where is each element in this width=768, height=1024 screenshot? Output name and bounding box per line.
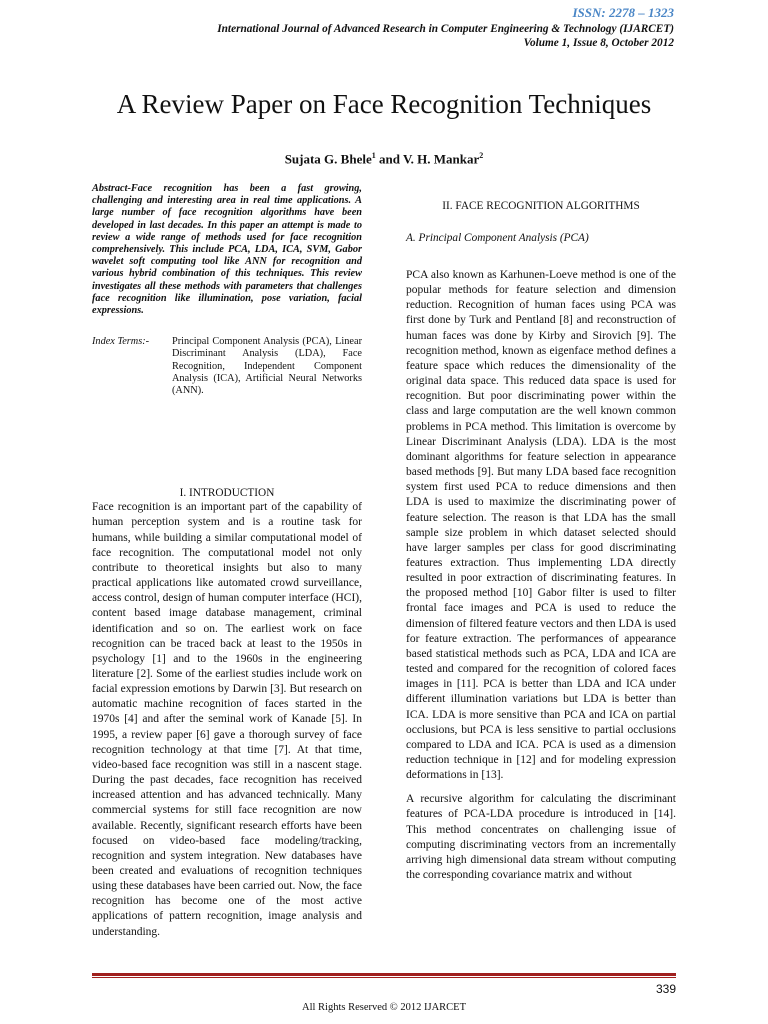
- index-terms-text: Principal Component Analysis (PCA), Linear Discriminant Analysis (LDA), Face Recognition, Independent Component Analysis (ICA), Artificial Neural Networks (ANN).: [172, 336, 362, 397]
- issn-label: ISSN: 2278 – 1323: [572, 5, 674, 20]
- author-1-affiliation: 1: [371, 151, 376, 160]
- paper-authors: [0, 151, 768, 167]
- paper-title: A Review Paper on Face Recognition Techniques: [116, 89, 652, 119]
- journal-name: International Journal of Advanced Research in Computer Engineering & Technology (IJARCET): [217, 23, 674, 35]
- introduction-body: Face recognition is an important part of the capability of human perception system and is a routine task for humans, while building a similar computational model of face recognition. The computational model not only contribute to theoretical insights but also to many practical applications like automated crowd surveillance, access control, design of human computer interface (HCI), content based image database management, criminal identification and so on. The earliest work on face recognition can be traced back at least to the 1950s in psychology [1] and to the 1960s in the engineering literature [2]. Some of the earliest studies include work on facial expression emotions by Darwin [3]. But research on automatic machine recognition of faces started in the 1970s [4] and after the seminal work of Kanade [5]. In 1995, a review paper [6] gave a thorough survey of face recognition technology at that time [7]. At that time, video-based face recognition was still in a nascent stage. During the past decades, face recognition has received increased attention and has advanced technically. Many commercial systems for still face recognition are now available. Recently, significant research efforts have been focused on video-based face modeling/tracking, recognition and system integration. New databases have been created and evaluations of recognition techniques using these databases have been carried out. Now, the face recognition has become one of the most active applications of pattern recognition, image analysis and understanding.: [92, 501, 362, 938]
- copyright-notice: All Rights Reserved © 2012 IJARCET: [301, 1002, 466, 1013]
- abstract: Abstract-Face recognition has been a fast growing, challenging and interesting area in real time applications. A large number of face recognition algorithms have been developed in last decades. In this paper an attempt is made to review a wide range of methods used for face recognition comprehensively. This include PCA, LDA, ICA, SVM, Gabor wavelet soft computing tool like ANN for recognition and various hybrid combination of this techniques. This review investigates all these methods with parameters that challenges face recognition like illumination, pose variation, facial expressions.: [92, 183, 362, 317]
- footer-divider: [92, 973, 676, 976]
- author-2-name: and V. H. Mankar: [375, 151, 480, 167]
- author-1-name: Sujata G. Bhele: [284, 151, 372, 167]
- index-terms-label: Index Terms:-: [92, 336, 150, 348]
- section-heading-algorithms: II. FACE RECOGNITION ALGORITHMS: [442, 200, 640, 212]
- right-column: [406, 200, 676, 883]
- section-heading-introduction: I. INTRODUCTION: [179, 487, 275, 500]
- author-2-affiliation: 2: [479, 151, 484, 160]
- journal-header: [54, 23, 674, 50]
- journal-volume: Volume 1, Issue 8, October 2012: [523, 36, 674, 49]
- pca-paragraph-1: PCA also known as Karhunen-Loeve method is one of the popular methods for feature selection and dimension reduction. Recognition of human faces using PCA was first done by Turk and Pentland [8] and reconstruction of human faces was done by Kirby and Sirovich [9]. The recognition method, known as eigenface method defines a feature space which reduces the dimensionality of the original data space. This reduced data space is used for recognition. But poor discriminating power within the class and large computation are the well known common problems in PCA method. This limitation is overcome by Linear Discriminant Analysis (LDA). LDA is the most dominant algorithms for feature selection in appearance based methods [9]. But many LDA based face recognition system first used PCA to reduce dimensions and then LDA is used to maximize the discriminating power of feature selection. The reason is that LDA has the small sample size problem in which dataset selected should have larger samples per class for good discriminating features extraction. Thus implementing LDA directly resulted in poor extraction of discriminating features. In the proposed method [10] Gabor filter is used to filter frontal face images and PCA is used to reduce the dimension of filtered feature vectors and then LDA is used for feature extraction. The performances of appearance based statistical methods such as PCA, LDA and ICA are tested and compared for the recognition of colored faces images in [11]. PCA is better than LDA and ICA under different illumination variations but LDA is better than ICA. LDA is more sensitive than PCA and ICA on partial occlusions, but PCA is less sensitive to partial occlusions compared to LDA and ICA. PCA is used as a dimension reduction technique in [12] and for modeling expression deformations in [13].: [406, 269, 676, 782]
- left-column: [92, 183, 362, 940]
- footer-divider-thin: [92, 977, 676, 978]
- pca-paragraph-2: A recursive algorithm for calculating the discriminant features of PCA-LDA procedure is introduced in [14]. This method concentrates on challenging issue of computing discriminating vectors from an incrementally arriving high dimensional data stream without computing the corresponding covariance matrix and without: [406, 793, 676, 882]
- index-terms: [92, 336, 362, 397]
- subsection-heading-pca: A. Principal Component Analysis (PCA): [406, 232, 589, 244]
- page-number: 339: [655, 982, 676, 996]
